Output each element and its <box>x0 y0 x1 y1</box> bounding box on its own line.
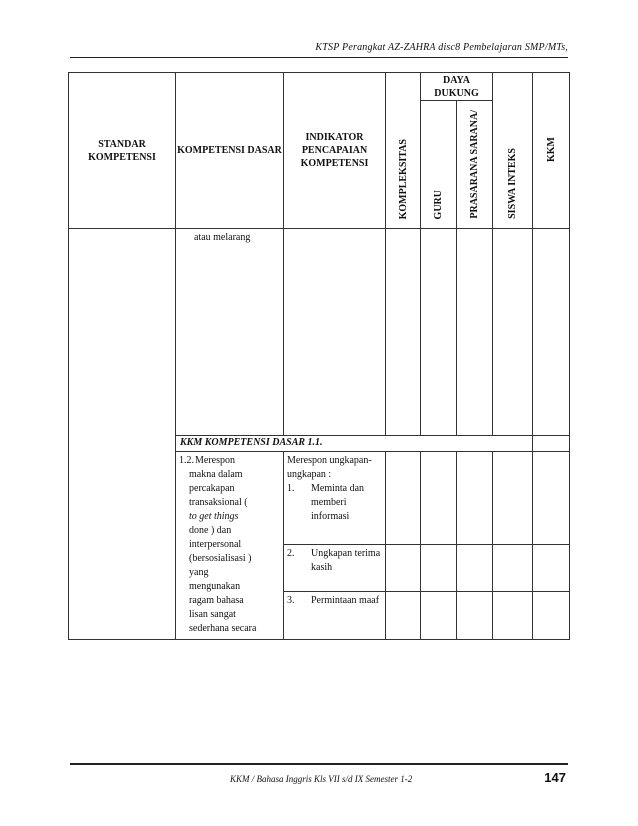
header-standar-kompetensi: STANDAR KOMPETENSI <box>69 73 176 229</box>
kompetensi-cell-1: atau melarang <box>176 229 284 436</box>
cell-kkm-1 <box>533 229 570 436</box>
header-rule <box>70 57 568 58</box>
cell-prasarana-2a <box>457 452 493 545</box>
cell-guru-2b <box>421 545 457 592</box>
standar-kompetensi-cell <box>69 229 176 640</box>
cell-prasarana-2c <box>457 592 493 640</box>
indikator-cell-2a: Merespon ungkapan-ungkapan : 1. Meminta dan memberi informasi <box>284 452 386 545</box>
kkm-kompetensi-row: KKM KOMPETENSI DASAR 1.1. <box>176 436 533 452</box>
cell-kkm-2c <box>533 592 570 640</box>
cell-guru-2a <box>421 452 457 545</box>
footer-rule <box>70 763 568 765</box>
indikator-cell-2b: 2. Ungkapan terima kasih <box>284 545 386 592</box>
cell-guru-1 <box>421 229 457 436</box>
indikator-cell-1 <box>284 229 386 436</box>
footer-text: KKM / Bahasa Inggris Kls VII s/d IX Semester 1-2 <box>230 774 413 784</box>
cell-kkm-2a <box>533 452 570 545</box>
cell-kompleksitas-2b <box>386 545 421 592</box>
cell-prasarana-2b <box>457 545 493 592</box>
kompetensi-cell-2: 1.2. Merespon makna dalam percakapan transaksional ( to get things done ) dan interpersonal (bersosialisasi ) yang mengunakan ragam bahasa lisan sangat sederhana secara <box>176 452 284 640</box>
cell-kkm-kompetensi-value <box>533 436 570 452</box>
kkm-table <box>68 72 570 640</box>
cell-kkm-2b <box>533 545 570 592</box>
cell-guru-2c <box>421 592 457 640</box>
indikator-cell-2c: 3. Permintaan maaf <box>284 592 386 640</box>
header-guru: GURU <box>421 101 457 229</box>
header-prasarana: PRASARANA SARANA/ <box>457 101 493 229</box>
cell-kompleksitas-1 <box>386 229 421 436</box>
header-kompetensi-dasar: KOMPETENSI DASAR <box>176 73 284 229</box>
header-indikator: INDIKATOR PENCAPAIAN KOMPETENSI <box>284 73 386 229</box>
cell-siswa-2a <box>493 452 533 545</box>
cell-kompleksitas-2a <box>386 452 421 545</box>
cell-prasarana-1 <box>457 229 493 436</box>
cell-kompleksitas-2c <box>386 592 421 640</box>
cell-siswa-1 <box>493 229 533 436</box>
page-header-title: KTSP Perangkat AZ-ZAHRA disc8 Pembelajaran SMP/MTs, <box>315 42 568 53</box>
header-kompleksitas: KOMPLEKSITAS <box>386 73 421 229</box>
cell-siswa-2b <box>493 545 533 592</box>
cell-siswa-2c <box>493 592 533 640</box>
header-siswa-inteks: SISWA INTEKS <box>493 73 533 229</box>
header-kkm: KKM <box>533 73 570 229</box>
page-number: 147 <box>544 770 566 785</box>
header-daya-dukung: DAYA DUKUNG <box>421 73 493 101</box>
